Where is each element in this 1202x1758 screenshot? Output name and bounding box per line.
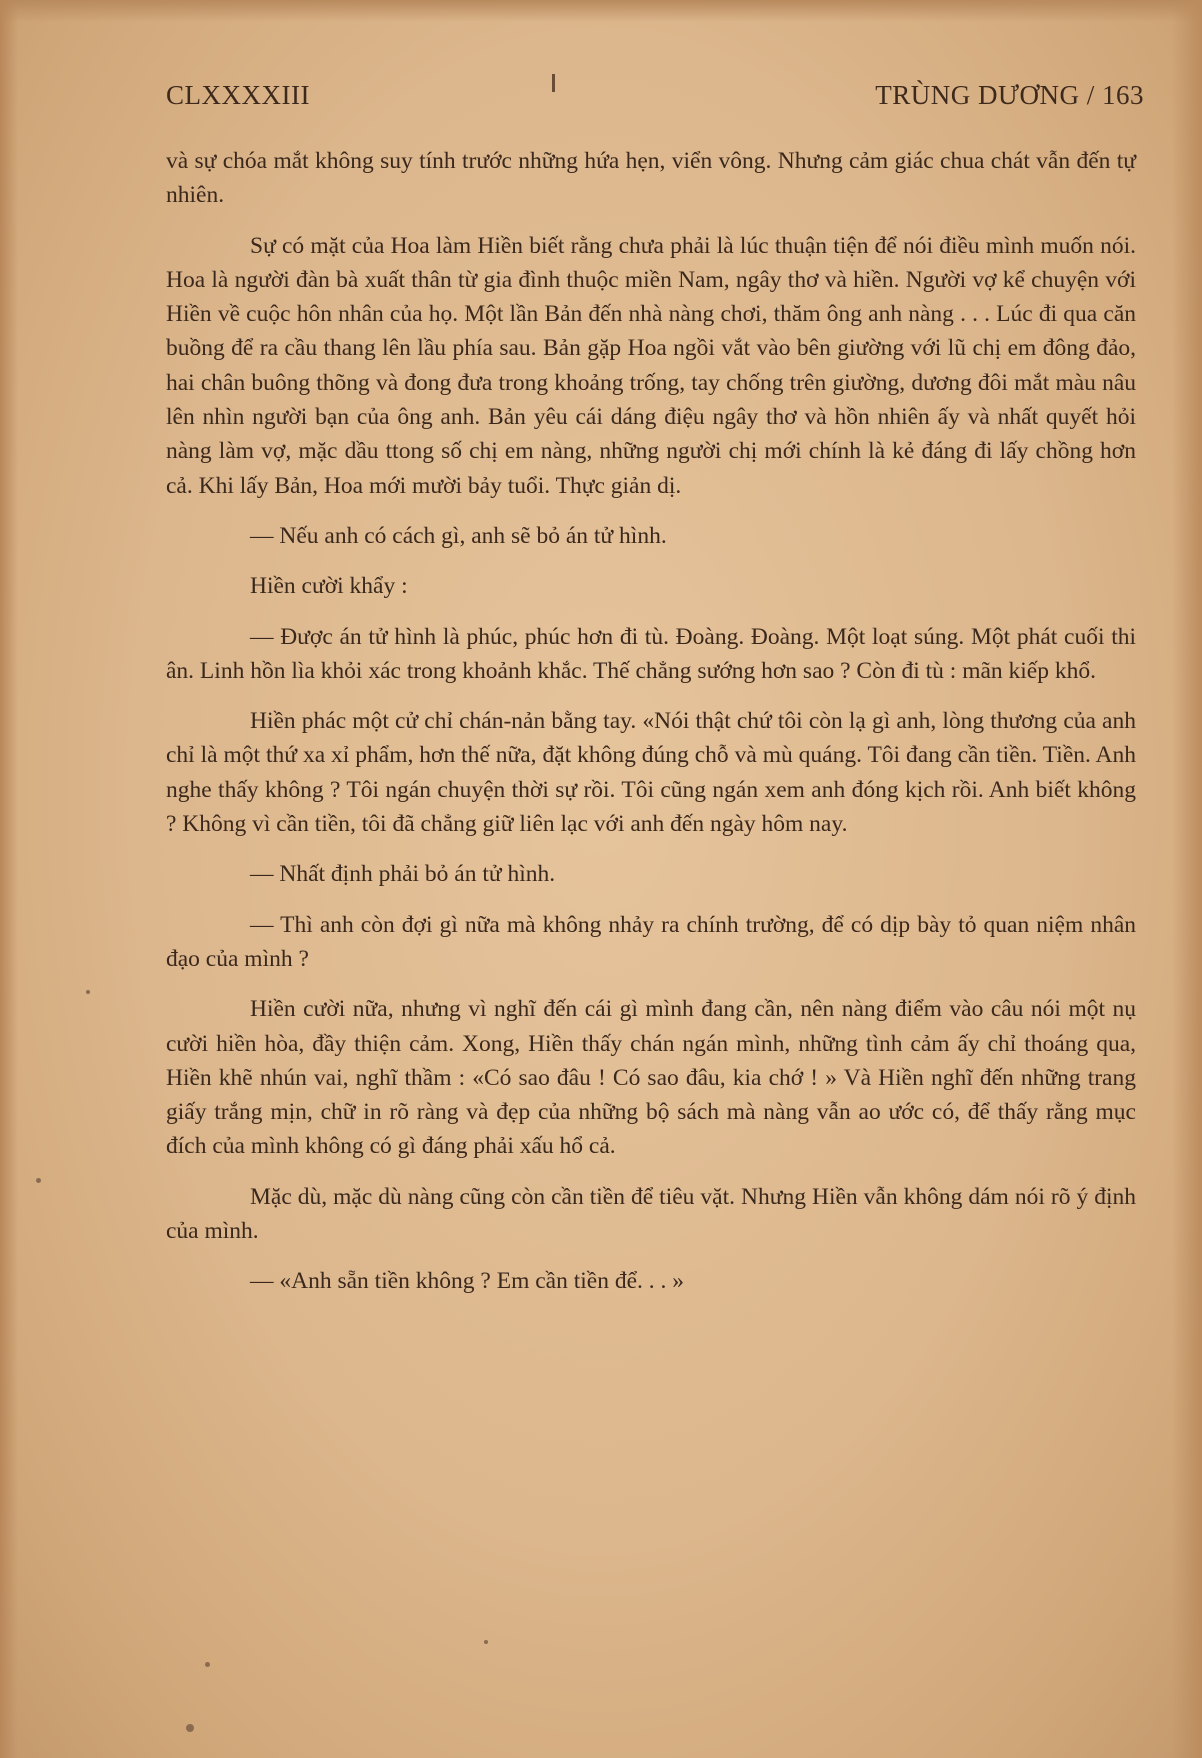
dialogue-line: — «Anh sẵn tiền không ? Em cần tiền để. . . »: [250, 1268, 685, 1295]
paper-speck: [484, 1640, 488, 1644]
paper-speck: [36, 1178, 41, 1183]
dialogue-line: — Nếu anh có cách gì, anh sẽ bỏ án tử hình.: [250, 522, 667, 549]
paragraph: Hiền phác một cử chỉ chán-nản bằng tay. «Nói thật chứ tôi còn lạ gì anh, lòng thương của anh chỉ là một thứ xa xỉ phẩm, hơn thế nữa, đặt không đúng chỗ và mù quáng. Tôi đang cần tiền. Tiền. Anh nghe thấy không ? Tôi ngán chuyện thời sự rồi. Tôi cũng ngán xem anh đóng kịch rồi. Anh biết không ? Không vì cần tiền, tôi đã chẳng giữ liên lạc với anh đến ngày hôm nay.: [166, 708, 1136, 838]
paper-speck: [205, 1662, 210, 1667]
paragraph: và sự chóa mắt không suy tính trước những hứa hẹn, viển vông. Nhưng cảm giác chua chát vẫn đến tự nhiên.: [166, 148, 1136, 209]
paragraph: Mặc dù, mặc dù nàng cũng còn cần tiền để tiêu vặt. Nhưng Hiền vẫn không dám nói rõ ý định của mình.: [166, 1183, 1136, 1245]
header-mark: [552, 74, 555, 92]
paragraph: Hiền cười khẩy :: [250, 573, 408, 600]
page-body-text: [166, 144, 1136, 1315]
paragraph: Hiền cười nữa, nhưng vì nghĩ đến cái gì mình đang cần, nên nàng điểm vào câu nói một nụ cười hiền hòa, đầy thiện cảm. Xong, Hiền thấy chán ngán mình, những tình cảm ấy chỉ thoáng qua, Hiền khẽ nhún vai, nghĩ thầm : «Có sao đâu ! Có sao đâu, kia chớ ! » Và Hiền nghĩ đến những trang giấy trắng mịn, chữ in rõ ràng và đẹp của những bộ sách mà nàng vẫn ao ước có, để thấy rằng mục đích của mình không có gì đáng phải xấu hổ cả.: [166, 996, 1136, 1160]
dialogue-line: — Được án tử hình là phúc, phúc hơn đi tù. Đoàng. Đoàng. Một loạt súng. Một phát cuối thi ân. Linh hồn lìa khỏi xác trong khoảnh khắc. Thế chẳng sướng hơn sao ? Còn đi tù : mãn kiếp khổ.: [166, 623, 1136, 684]
author-and-page-number: TRÙNG DƯƠNG / 163: [875, 80, 1144, 110]
running-head: [166, 80, 1144, 120]
dialogue-line: — Nhất định phải bỏ án tử hình.: [250, 861, 556, 888]
paper-speck: [186, 1724, 194, 1732]
dialogue-line: — Thì anh còn đợi gì nữa mà không nhảy ra chính trường, để có dịp bày tỏ quan niệm nhân đạo của mình ?: [166, 911, 1136, 972]
page-edge-top: [0, 0, 1202, 22]
chapter-number: CLXXXXIII: [166, 80, 310, 110]
page-edge-left: [0, 0, 18, 1758]
paper-speck: [86, 990, 90, 994]
paragraph: Sự có mặt của Hoa làm Hiền biết rằng chưa phải là lúc thuận tiện để nói điều mình muốn nói. Hoa là người đàn bà xuất thân từ gia đình thuộc miền Nam, ngây thơ và hiền. Người vợ kể chuyện với Hiền về cuộc hôn nhân của họ. Một lần Bản đến nhà nàng chơi, thăm ông anh nàng . . . Lúc đi qua căn buồng để ra cầu thang lên lầu phía sau. Bản gặp Hoa ngồi vắt vào bên giường với lũ chị em đông đảo, hai chân buông thõng và đong đưa trong khoảng trống, tay chống trên giường, dương đôi mắt màu nâu lên nhìn người bạn của ông anh. Bản yêu cái dáng điệu ngây thơ và hồn nhiên ấy và nhất quyết hỏi nàng làm vợ, mặc dầu ttong số chị em nàng, những người chị mới chính là kẻ đáng đi lấy chồng hơn cả. Khi lấy Bản, Hoa mới mười bảy tuổi. Thực giản dị.: [166, 232, 1136, 499]
page-edge-right: [1172, 0, 1202, 1758]
